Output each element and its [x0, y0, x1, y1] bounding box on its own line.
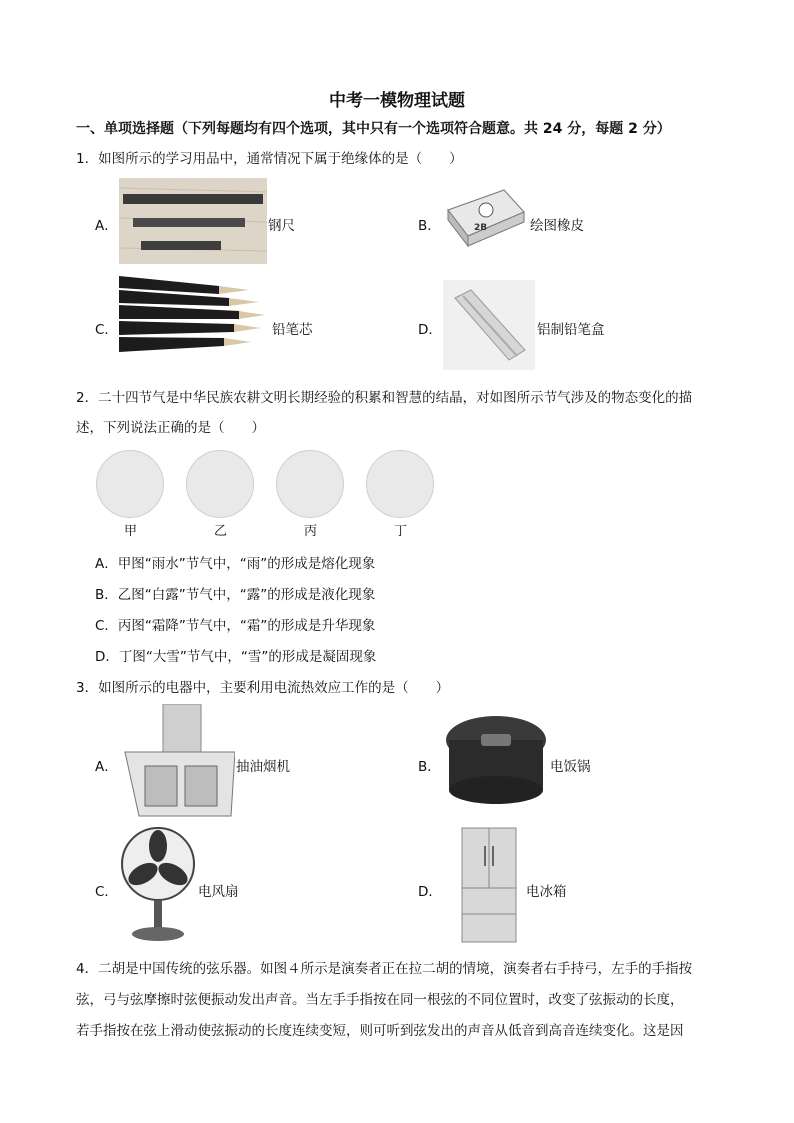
- steel-ruler-image: [119, 178, 267, 264]
- q2-option-a: A．甲图“雨水”节气中，“雨”的形成是熔化现象: [95, 556, 376, 572]
- q1-option-a-text: 钢尺: [268, 218, 295, 234]
- question-4-line-1: 4．二胡是中国传统的弦乐器。如图４所示是演奏者正在拉二胡的情境，演奏者右手持弓，左手的手指按: [76, 961, 693, 977]
- rice-cooker-image: [443, 710, 549, 806]
- q3-option-a-letter: A．: [95, 759, 118, 775]
- q3-option-b-text: 电饭锅: [550, 759, 591, 775]
- pencils-image: [119, 276, 267, 356]
- question-3-stem: 3．如图所示的电器中，主要利用电流热效应工作的是（ ）: [76, 680, 450, 696]
- q1-option-d-text: 铝制铅笔盒: [537, 322, 605, 338]
- q1-option-a-letter: A．: [95, 218, 118, 234]
- q3-option-b-letter: B．: [418, 759, 441, 775]
- q1-option-d-letter: D．: [418, 322, 442, 338]
- question-2-stem-line-1: 2．二十四节气是中华民族农耕文明长期经验的积累和智慧的结晶，对如图所示节气涉及的物态变化的描: [76, 390, 693, 406]
- q2-option-c: C．丙图“霜降”节气中，“霜”的形成是升华现象: [95, 618, 376, 634]
- page-title: 中考一模物理试题: [329, 91, 465, 111]
- question-4-line-3: 若手指按在弦上滑动使弦振动的长度连续变短，则可听到弦发出的声音从低音到高音连续变化。这是因: [76, 1023, 684, 1039]
- q1-option-b-letter: B．: [418, 218, 441, 234]
- electric-fan-image: [119, 826, 197, 944]
- solar-term-image-jia: [96, 450, 164, 518]
- q3-option-a-text: 抽油烟机: [236, 759, 290, 775]
- image-label-jia: 甲: [124, 524, 138, 539]
- svg-text:2B: 2B: [474, 223, 488, 233]
- image-label-bing: 丙: [304, 524, 318, 539]
- image-label-ding: 丁: [394, 524, 408, 539]
- q1-option-c-letter: C．: [95, 322, 118, 338]
- q1-option-c-text: 铅笔芯: [272, 322, 313, 338]
- q2-option-b: B．乙图“白露”节气中，“露”的形成是液化现象: [95, 587, 376, 603]
- pencil-box-image: [443, 280, 535, 370]
- range-hood-image: [119, 704, 235, 820]
- refrigerator-image: [460, 826, 518, 944]
- section-heading: 一、单项选择题（下列每题均有四个选项，其中只有一个选项符合题意。共 24 分，每题 2 分）: [76, 121, 671, 137]
- question-1-stem: 1．如图所示的学习用品中，通常情况下属于绝缘体的是（ ）: [76, 151, 463, 167]
- question-4-line-2: 弦，弓与弦摩擦时弦便振动发出声音。当左手手指按在同一根弦的不同位置时，改变了弦振动的长度，: [76, 992, 684, 1008]
- question-2-stem-line-2: 述，下列说法正确的是（ ）: [76, 420, 265, 436]
- image-label-yi: 乙: [214, 524, 228, 539]
- q3-option-c-text: 电风扇: [198, 884, 239, 900]
- q1-option-b-text: 绘图橡皮: [530, 218, 584, 234]
- q3-option-c-letter: C．: [95, 884, 118, 900]
- q3-option-d-letter: D．: [418, 884, 442, 900]
- eraser-image: [442, 180, 528, 260]
- solar-term-image-yi: [186, 450, 254, 518]
- solar-term-image-ding: [366, 450, 434, 518]
- q2-option-d: D．丁图“大雪”节气中，“雪”的形成是凝固现象: [95, 649, 377, 665]
- q3-option-d-text: 电冰箱: [526, 884, 567, 900]
- solar-term-image-bing: [276, 450, 344, 518]
